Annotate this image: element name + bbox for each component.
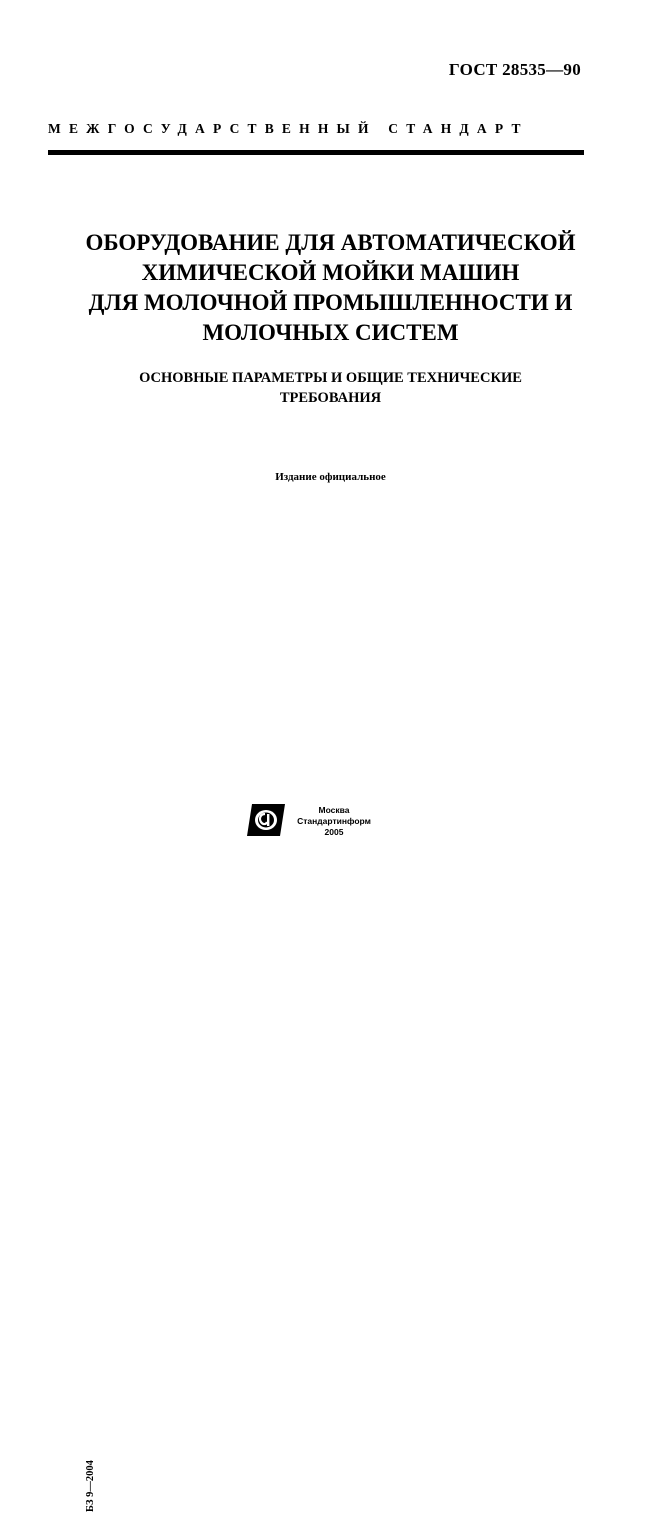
document-subtitle <box>30 368 631 408</box>
document-code: ГОСТ 28535—90 <box>448 60 581 79</box>
title-line: МОЛОЧНЫХ СИСТЕМ <box>202 320 459 345</box>
publisher-year: 2005 <box>324 827 344 837</box>
title-line: ОБОРУДОВАНИЕ ДЛЯ АВТОМАТИЧЕСКОЙ <box>85 230 576 255</box>
publisher-name: Стандартинформ <box>297 816 371 826</box>
publisher-city: Москва <box>318 805 350 815</box>
publisher-block <box>294 805 374 838</box>
side-registration-code: БЗ 9—2004 <box>85 1460 96 1512</box>
header-rule <box>48 150 584 155</box>
subtitle-line: ОСНОВНЫЕ ПАРАМЕТРЫ И ОБЩИЕ ТЕХНИЧЕСКИЕ <box>139 370 522 386</box>
standard-type-heading: МЕЖГОСУДАРСТВЕННЫЙ СТАНДАРТ <box>48 121 529 136</box>
edition-note: Издание официальное <box>275 471 386 483</box>
title-line: ХИМИЧЕСКОЙ МОЙКИ МАШИН <box>141 260 520 285</box>
subtitle-line: ТРЕБОВАНИЯ <box>279 390 382 406</box>
title-line: ДЛЯ МОЛОЧНОЙ ПРОМЫШЛЕННОСТИ И <box>88 290 573 315</box>
standartinform-logo-icon <box>246 803 286 837</box>
document-title <box>30 228 631 348</box>
